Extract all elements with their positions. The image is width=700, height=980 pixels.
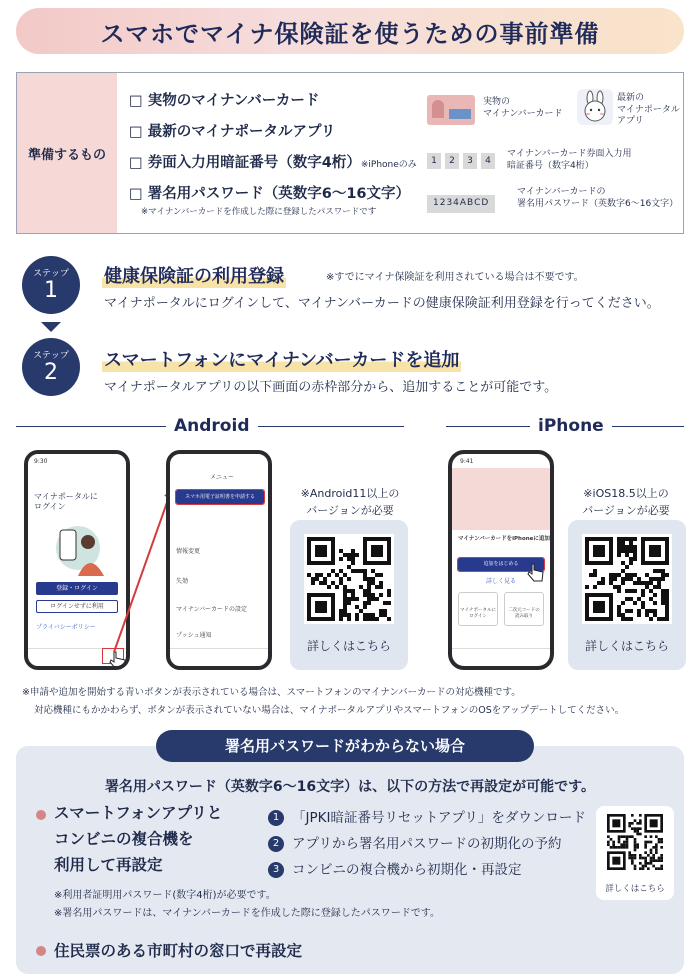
preparation-list — [117, 73, 417, 233]
step2-title: スマートフォンにマイナンバーカードを追加 — [102, 346, 461, 372]
menu-row-1[interactable]: 情報変更 — [176, 548, 201, 555]
step1-note: ※すでにマイナ保険証を利用されている場合は不要です。 — [326, 272, 584, 283]
reset-step-1: 1 「JPKI暗証番号リセットアプリ」をダウンロード — [268, 806, 586, 826]
step-arrow — [41, 322, 61, 332]
login-button[interactable]: 登録・ログイン — [36, 582, 118, 595]
iphone-tap-hand-icon — [526, 562, 546, 582]
android-qr-label: 詳しくはこちら — [306, 639, 391, 653]
iphone-screen: 9:41 マイナンバーカードをiPhoneに追加 追加をはじめる 詳しく見る マイナポータルに ログイン 二次元コードの 読み取り — [448, 450, 554, 670]
iphone-qr-label: 詳しくはこちら — [584, 639, 669, 653]
reset-note-2: ※署名用パスワードは、マイナンバーカードを作成した際に登録したパスワードです。 — [54, 908, 440, 919]
iphone-only-note: ※iPhoneのみ — [360, 160, 417, 170]
preparation-label: 準備するもの — [17, 73, 117, 233]
reset-qr-code-icon — [605, 812, 665, 872]
android-requirement: ※Android11以上の バージョンが必要 — [300, 487, 400, 517]
method1-title: スマートフォンアプリと コンビニの複合機を 利用して再設定 — [54, 804, 223, 874]
pin-icon: 1 2 3 4 — [427, 153, 499, 169]
iphone-qr-tile[interactable]: 二次元コードの 読み取り — [504, 592, 544, 626]
prep-item-app: □ 最新のマイナポータルアプリ — [129, 124, 336, 140]
app-icon-label: 最新の マイナポータル アプリ — [617, 93, 680, 127]
step1-description: マイナポータルにログインして、マイナンバーカードの健康保険証利用登録を行ってください。 — [104, 296, 660, 311]
mynumber-card-icon — [427, 95, 475, 125]
use-without-login-button[interactable]: ログインせずに利用 — [36, 600, 118, 613]
step1-badge: ステップ 1 — [22, 256, 80, 314]
password-sample: 1234ABCD — [427, 195, 495, 213]
card-icon-group — [427, 95, 475, 130]
android-qr-code-icon — [304, 534, 394, 624]
reset-qr-card[interactable] — [596, 806, 674, 900]
method2-bullet — [36, 946, 46, 956]
learn-more-link[interactable]: 詳しく見る — [485, 578, 516, 585]
iphone-login-tile[interactable]: マイナポータルに ログイン — [458, 592, 498, 626]
iphone-qr-card[interactable] — [568, 520, 686, 670]
android-qr-card[interactable] — [290, 520, 408, 670]
method1-bullet — [36, 810, 46, 820]
step2-badge: ステップ 2 — [22, 338, 80, 396]
reset-qr-label: 詳しくはこちら — [605, 884, 665, 894]
iphone-requirement: ※iOS18.5以上の バージョンが必要 — [582, 487, 670, 517]
android-screen-login: 9:30 マイナポータルに ログイン 登録・ログイン ログインせずに利用 プライバシーポリシー — [24, 450, 130, 670]
prep-password-note: ※マイナンバーカードを作成した際に登録したパスワードです — [141, 207, 377, 217]
iphone-card-graphic — [452, 468, 550, 530]
menu-row-3[interactable]: マイナンバーカードの設定 — [176, 606, 248, 613]
reset-step-3: 3 コンビニの複合機から初期化・再設定 — [268, 858, 522, 878]
preparation-box — [16, 72, 684, 234]
iphone-qr-code-icon — [582, 534, 672, 624]
android-tabbar-2 — [170, 648, 268, 666]
step2-description: マイナポータルアプリの以下画面の赤枠部分から、追加することが可能です。 — [104, 380, 558, 395]
privacy-link[interactable]: プライバシーポリシー — [36, 624, 96, 631]
menu-row-4[interactable]: プッシュ通知 — [176, 632, 212, 639]
android-heading: Android — [166, 416, 258, 436]
prep-item-password: □ 署名用パスワード（英数字6〜16文字） — [129, 186, 411, 202]
reset-note-1: ※利用者証明用パスワード(数字4桁)が必要です。 — [54, 890, 276, 901]
rabbit-app-icon — [577, 89, 613, 130]
iphone-tabbar — [452, 648, 550, 666]
menu-row-2[interactable]: 失効 — [176, 578, 189, 585]
password-reset-lead: 署名用パスワード（英数字6〜16文字）は、以下の方法で再設定が可能です。 — [104, 779, 596, 795]
android-screen-menu: メニュー スマホ用電子証明書を申請する 情報変更 失効 マイナンバーカードの設定 プッシュ通知 — [166, 450, 272, 670]
card-icon-label: 実物の マイナンバーカード — [483, 97, 563, 119]
support-note-2: 対応機種にもかかわらず、ボタンが表示されていない場合は、マイナポータルアプリやスマートフォンのOSをアップデートしてください。 — [34, 705, 625, 716]
person-illustration-icon — [48, 520, 114, 578]
iphone-heading: iPhone — [530, 416, 612, 436]
start-add-button[interactable]: 追加をはじめる — [458, 558, 544, 571]
prep-item-card: □ 実物のマイナンバーカード — [129, 93, 320, 109]
android-login-title: マイナポータルに ログイン — [34, 492, 98, 512]
apply-certificate-button[interactable]: スマホ用電子証明書を申請する — [176, 490, 264, 504]
title-banner — [16, 8, 684, 54]
method2-title: 住民票のある市町村の窓口で再設定 — [54, 942, 303, 960]
preparation-icons — [417, 73, 683, 233]
password-reset-heading: 署名用パスワードがわからない場合 — [156, 730, 534, 762]
page-title: スマホでマイナ保険証を使うための事前準備 — [100, 19, 600, 48]
step1-title: 健康保険証の利用登録 — [102, 262, 286, 288]
reset-step-2: 2 アプリから署名用パスワードの初期化の予約 — [268, 832, 561, 852]
support-note-1: ※申請や追加を開始する青いボタンが表示されている場合は、スマートフォンのマイナンバーカードの対応機種です。 — [22, 687, 521, 698]
prep-item-pin: □ 券面入力用暗証番号（数字4桁）※iPhoneのみ — [129, 155, 417, 171]
pin-label: マイナンバーカード券面入力用 暗証番号（数字4桁） — [507, 149, 632, 171]
password-label: マイナンバーカードの 署名用パスワード（英数字6〜16文字） — [517, 187, 679, 209]
